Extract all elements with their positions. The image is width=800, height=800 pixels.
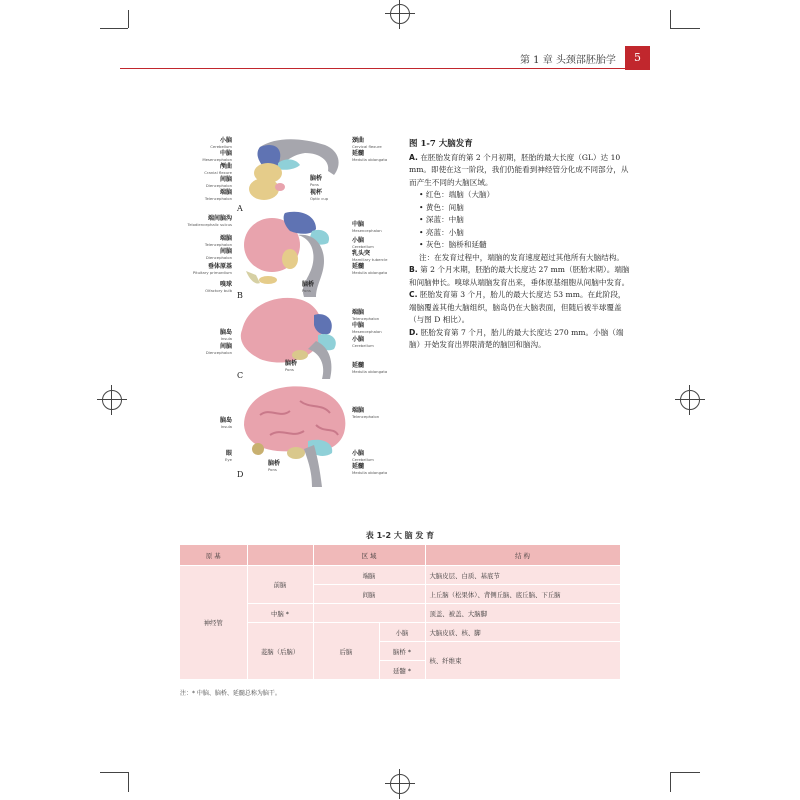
registration-mark-right xyxy=(680,390,700,410)
panel-letter-c: C xyxy=(237,371,244,380)
cell-cerebellum: 小脑 xyxy=(379,623,425,642)
registration-mark-left xyxy=(102,390,122,410)
header-region: 区 域 xyxy=(313,545,425,566)
panel-a-label-cerebellum: 小脑 Cerebellum xyxy=(210,137,232,149)
panel-b-label-cerebellum: 小脑 Cerebellum xyxy=(352,237,374,249)
panel-letter-a: A xyxy=(237,204,243,213)
panel-d-label-eye: 眼 Eye xyxy=(225,450,232,462)
panel-b-label-diencephalon: 间脑 Diencephalon xyxy=(205,248,232,260)
registration-mark-top xyxy=(390,4,410,24)
panel-d-label-medulla: 延髓 Medulla oblongata xyxy=(352,463,388,475)
cell-medulla: 延髓 * xyxy=(379,661,425,680)
panel-d-label-telencephalon: 端脑 Telencephalon xyxy=(352,407,380,419)
panel-c-label-mesencephalon: 中脑 Mesencephalon xyxy=(352,322,382,334)
panel-c-label-cerebellum: 小脑 Cerebellum xyxy=(352,336,374,348)
panel-d-label-insula: 脑岛 Insula xyxy=(219,417,232,429)
cell-origin: 神经管 xyxy=(180,566,247,680)
panel-d-label-pons: 脑桥 Pons xyxy=(268,460,281,472)
panel-c-label-medulla: 延髓 Medulla oblongata xyxy=(352,362,388,374)
panel-c-label-insula: 脑岛 Insula xyxy=(219,329,232,341)
panel-a-label-telencephalon: 端脑 Telencephalon xyxy=(204,189,232,201)
panel-letter-b: B xyxy=(237,291,243,300)
panel-a-label-cervical-flexure: 颈曲 Cervical flexure xyxy=(352,137,382,149)
caption-paragraph-b: B. 第 2 个月末期，胚胎的最大长度达 27 mm（胚胎末期）。端脑和间脑伸长。嗅球从端脑发育出来，垂体原基细胞从间脑中发育。 xyxy=(409,265,630,287)
header-rule xyxy=(120,68,625,69)
cell-metencephalon: 后脑 xyxy=(313,623,379,680)
caption-paragraph-c: C. 胚胎发育第 3 个月，胎儿的最大长度达 53 mm。在此阶段，端脑覆盖其他大脑组织，脑岛仍在大脑表面，但随后被半球覆盖（与图 D 相比）。 xyxy=(409,290,626,324)
caption-paragraph-d: D. 胚胎发育第 7 个月，胎儿的最大长度达 270 mm。小脑（端脑）开始发育出界限清楚的脑回和脑沟。 xyxy=(409,327,624,349)
table-row xyxy=(180,566,620,585)
caption-bullet-red: • 红色：端脑（大脑） xyxy=(419,190,495,199)
panel-b-label-mesencephalon: 中脑 Mesencephalon xyxy=(352,221,382,233)
panel-a-label-medulla: 延髓 Medulla oblongata xyxy=(352,150,388,162)
panel-c-label-pons: 脑桥 Pons xyxy=(285,360,298,372)
caption-bullet-gray: • 灰色：脑桥和延髓 xyxy=(419,240,487,249)
panel-c-label-telencephalon: 端脑 Telencephalon xyxy=(352,309,380,321)
panel-b-label-olfactory-bulb: 嗅球 Olfactory bulb xyxy=(205,281,232,293)
header-origin: 原 基 xyxy=(180,545,247,566)
panel-b-label-medulla: 延髓 Medulla oblongata xyxy=(352,263,388,275)
caption-paragraph-a: A. 在胚胎发育的第 2 个月初期，胚胎的最大长度（GL）达 10 mm。即使在这一阶段，我们仍能看到神经管分化成不同部分，从而产生不同的大脑区域。 xyxy=(409,152,629,187)
panel-a-label-cranial-flexure: 颅曲 Cranial flexure xyxy=(204,163,232,175)
cell-cerebellum-struct: 大脑皮质、核、脚 xyxy=(425,623,620,642)
chapter-header: 第 1 章 头颈部胚胎学 xyxy=(520,55,616,66)
panel-d-brain xyxy=(244,386,345,487)
cell-diencephalon: 间脑 xyxy=(313,585,425,604)
table-title: 表 1-2 大 脑 发 育 xyxy=(365,531,435,540)
cell-pons-medulla-struct: 核、纤维束 xyxy=(425,642,620,680)
panel-b-label-pituitary: 垂体原基 Pituitary primordium xyxy=(192,263,232,275)
cell-telencephalon-struct: 大脑皮层、白质、基底节 xyxy=(425,566,620,585)
cell-mesencephalon: 中脑 * xyxy=(247,604,313,623)
panel-letter-d: D xyxy=(237,470,244,479)
panel-b-brain xyxy=(244,212,329,297)
panel-c-label-diencephalon: 间脑 Diencephalon xyxy=(205,343,232,355)
cell-pons: 脑桥 * xyxy=(379,642,425,661)
caption-title: 图 1-7 大脑发育 xyxy=(409,139,473,149)
table-footnote: 注：* 中脑、脑桥、延髓总称为脑干。 xyxy=(180,690,281,697)
caption-bullet-lightblue: • 亮蓝：小脑 xyxy=(419,227,464,237)
panel-a-label-diencephalon: 间脑 Diencephalon xyxy=(205,176,232,188)
panel-b-label-pons: 脑桥 Pons xyxy=(302,281,315,293)
cell-prosencephalon: 前脑 xyxy=(247,566,313,604)
registration-mark-bottom xyxy=(390,774,410,794)
panel-b-label-mamillary: 乳头突 Mamillary tubercle xyxy=(352,250,388,262)
panel-a-label-pons: 脑桥 Pons xyxy=(310,175,323,187)
figure-caption xyxy=(409,138,633,352)
panel-a-label-mesencephalon: 中脑 Mesencephalon xyxy=(202,150,232,162)
panel-b-label-sulcus: 端间脑沟 Telodiencephalic sulcus xyxy=(187,215,232,227)
panel-b-label-telencephalon: 端脑 Telencephalon xyxy=(204,235,232,247)
table-header-row xyxy=(180,545,620,566)
cell-mesencephalon-struct: 顶盖、被盖、大脑脚 xyxy=(425,604,620,623)
cell-mesencephalon-blank xyxy=(313,604,425,623)
brain-development-table xyxy=(180,545,621,680)
page-number: 5 xyxy=(625,46,650,70)
cell-diencephalon-struct: 上丘脑（松果体）、背侧丘脑、底丘脑、下丘脑 xyxy=(425,585,620,604)
header-structure: 结 构 xyxy=(425,545,620,566)
header-blank xyxy=(247,545,313,566)
brain-development-illustration xyxy=(230,135,360,490)
cell-telencephalon: 端脑 xyxy=(313,566,425,585)
panel-d-label-cerebellum: 小脑 Cerebellum xyxy=(352,450,374,462)
panel-a-label-optic-cup: 视杯 Optic cup xyxy=(310,189,329,201)
cell-rhombencephalon: 菱脑（后脑） xyxy=(247,623,313,680)
caption-note-a: 注：在发育过程中，端脑的发育速度超过其他所有大脑结构。 xyxy=(419,252,625,262)
caption-bullet-yellow: • 黄色：间脑 xyxy=(419,202,464,212)
caption-bullet-darkblue: • 深蓝：中脑 xyxy=(419,215,464,224)
